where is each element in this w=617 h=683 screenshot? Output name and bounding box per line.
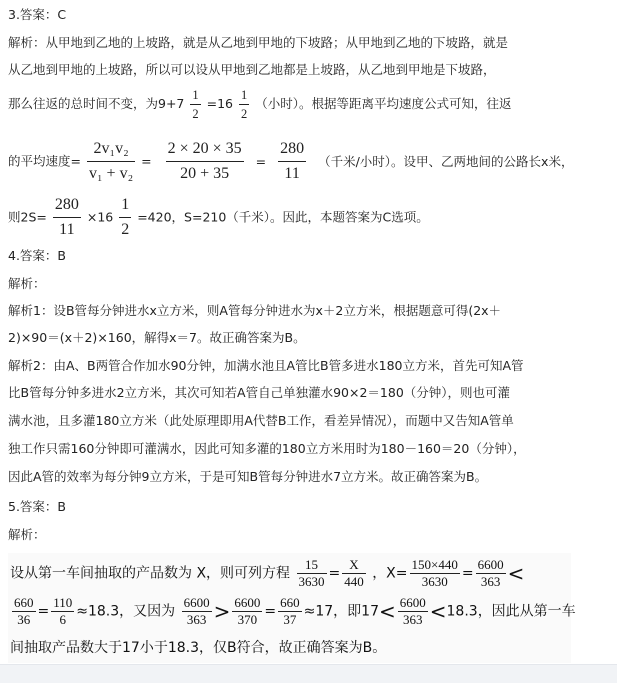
q3-answer: 3.答案：C bbox=[8, 7, 67, 22]
denominator: 363 bbox=[186, 612, 207, 627]
q4-label: 解析： bbox=[8, 276, 46, 291]
denominator: 11 bbox=[59, 221, 75, 238]
denominator: 363 bbox=[480, 574, 501, 589]
numerator: 280 bbox=[53, 193, 81, 218]
fraction-110-6 bbox=[51, 595, 74, 628]
bottom-bar bbox=[0, 664, 617, 683]
avg-speed-formula-fraction bbox=[87, 137, 135, 186]
q3-line4-d: （千米/小时）。设甲、乙两地间的公路长x米， bbox=[318, 153, 574, 169]
q3-line1: 解析：从甲地到乙地的上坡路，就是从乙地到甲地的下坡路；从甲地到乙地的下坡路，就是 bbox=[8, 35, 509, 50]
denominator: 3630 bbox=[298, 574, 325, 589]
q5-solution-box bbox=[8, 553, 576, 663]
q4-method2-line2: 比B管每分钟多进水2立方米，其次可知若A管自己单独灌水90×2＝180（分钟），则也可灌 bbox=[8, 385, 511, 400]
denominator: 2 bbox=[192, 107, 199, 121]
denominator: 20 + 35 bbox=[180, 165, 230, 182]
equals-sign: = bbox=[461, 565, 474, 582]
equals-sign: = bbox=[264, 603, 277, 620]
q4-method2-line5: 因此A管的效率为每分钟9立方米，于是可知B管每分钟进水7立方米。故正确答案为B。 bbox=[8, 469, 488, 484]
numerator: 6600 bbox=[234, 595, 261, 610]
q3-line2: 从乙地到甲地的上坡路，所以可以设从甲地到乙地都是上坡路，从乙地到甲地是下坡路， bbox=[8, 62, 496, 77]
q3-half-fraction-1 bbox=[190, 86, 200, 123]
q3-line3-c: （小时）。根据等距离平均速度公式可知，往返 bbox=[255, 96, 512, 111]
numerator: 6600 bbox=[183, 595, 210, 610]
numerator: 1 bbox=[190, 86, 200, 105]
q5-label: 解析： bbox=[8, 527, 46, 542]
result-fraction-6600-363 bbox=[476, 557, 506, 590]
denominator: 6 bbox=[59, 612, 66, 627]
q3-line5-c: =420，S=210（千米）。因此，本题答案为C选项。 bbox=[137, 209, 429, 225]
denominator: 370 bbox=[237, 612, 258, 627]
q5-line3: 间抽取产品数大于17小于18.3，仅B符合，故正确答案为B。 bbox=[10, 640, 387, 656]
numerator: 2 × 20 × 35 bbox=[166, 137, 244, 162]
numerator: 150×440 bbox=[411, 557, 458, 572]
q3-line4-a: 的平均速度= bbox=[8, 153, 81, 169]
numerator: 660 bbox=[14, 595, 34, 610]
less-than-sign: < bbox=[378, 599, 396, 624]
numerator: 280 bbox=[278, 137, 306, 162]
less-than-sign: < bbox=[429, 599, 447, 624]
denominator: v₁ + v₂ bbox=[88, 165, 134, 182]
q5-line1-a: 设从第一车间抽取的产品数为 X，则可列方程 bbox=[10, 565, 291, 582]
numerator: 1 bbox=[239, 86, 249, 105]
numerator: 1 bbox=[119, 193, 131, 218]
q3-half-fraction-3 bbox=[119, 193, 131, 242]
approx-text-1: ≈18.3，又因为 bbox=[76, 603, 176, 620]
calc-fraction bbox=[410, 557, 460, 590]
fraction-660-37 bbox=[278, 595, 302, 628]
numerator: 6600 bbox=[477, 557, 504, 572]
equals-sign: = bbox=[255, 153, 267, 169]
denominator: 440 bbox=[344, 574, 364, 589]
denominator: 37 bbox=[283, 612, 297, 627]
q5-line2 bbox=[10, 595, 576, 628]
fraction-660-36 bbox=[12, 595, 36, 628]
numerator: X bbox=[342, 557, 366, 574]
q4-method2-line1: 解析2：由A、B两管合作加水90分钟，加满水池且A管比B管多进水180立方米，首先可知A管 bbox=[8, 358, 524, 373]
denominator: 11 bbox=[284, 165, 300, 182]
q3-line3 bbox=[8, 86, 511, 123]
less-than-sign: < bbox=[507, 561, 525, 586]
fraction-6600-370 bbox=[232, 595, 262, 628]
q3-line3-a: 那么往返的总时间不变，为9+7 bbox=[8, 96, 185, 111]
greater-than-sign: > bbox=[213, 599, 231, 624]
fraction-6600-363-b bbox=[398, 595, 428, 628]
q4-method1-line2: 2)×90＝(x＋2)×160，解得x＝7。故正确答案为B。 bbox=[8, 330, 306, 345]
equals-sign: = bbox=[141, 153, 152, 169]
denominator: 363 bbox=[403, 612, 423, 627]
q4-method2-line3: 满水池，且多灌180立方米（此处原理即用A代替B工作，看差异情况），而题中又告知A管单 bbox=[8, 413, 514, 428]
q3-line4 bbox=[8, 137, 573, 186]
q3-line3-b: =16 bbox=[206, 96, 233, 111]
approx-text-2: ≈17，即17 bbox=[303, 603, 379, 620]
numerator: 6600 bbox=[399, 595, 426, 610]
q5-line1-b: ，X= bbox=[372, 565, 408, 582]
numerator: 660 bbox=[280, 595, 300, 610]
equals-sign: = bbox=[328, 565, 341, 582]
q3-line5 bbox=[8, 193, 429, 242]
q5-line2-end: 18.3，因此从第一车 bbox=[446, 603, 576, 620]
speed-calc-fraction bbox=[166, 137, 244, 186]
q4-answer: 4.答案：B bbox=[8, 248, 67, 263]
ratio-fraction-15-3630 bbox=[297, 557, 327, 590]
numerator: 2v₁v₂ bbox=[87, 137, 135, 162]
denominator: 3630 bbox=[421, 574, 448, 589]
ratio-fraction-x-440 bbox=[342, 557, 366, 590]
denominator: 36 bbox=[17, 612, 31, 627]
q5-answer: 5.答案：B bbox=[8, 499, 67, 514]
q3-line5-b: ×16 bbox=[86, 209, 114, 225]
equals-sign: = bbox=[37, 603, 50, 620]
fraction-6600-363 bbox=[182, 595, 212, 628]
q4-method1-line1: 解析1：设B管每分钟进水x立方米，则A管每分钟进水为x＋2立方米，根据题意可得(2x＋ bbox=[8, 303, 502, 318]
numerator: 110 bbox=[53, 595, 73, 610]
distance-fraction bbox=[53, 193, 81, 242]
q5-line1 bbox=[10, 557, 524, 590]
denominator: 2 bbox=[240, 107, 248, 121]
denominator: 2 bbox=[121, 221, 130, 238]
q4-method2-line4: 独工作只需160分钟即可灌满水，因此可知多灌的180立方米用时为180－160＝20（分钟）， bbox=[8, 441, 526, 456]
speed-result-fraction bbox=[278, 137, 306, 186]
numerator: 15 bbox=[297, 557, 327, 574]
q3-line5-a: 则2S= bbox=[8, 209, 47, 225]
q3-half-fraction-2 bbox=[239, 86, 249, 123]
